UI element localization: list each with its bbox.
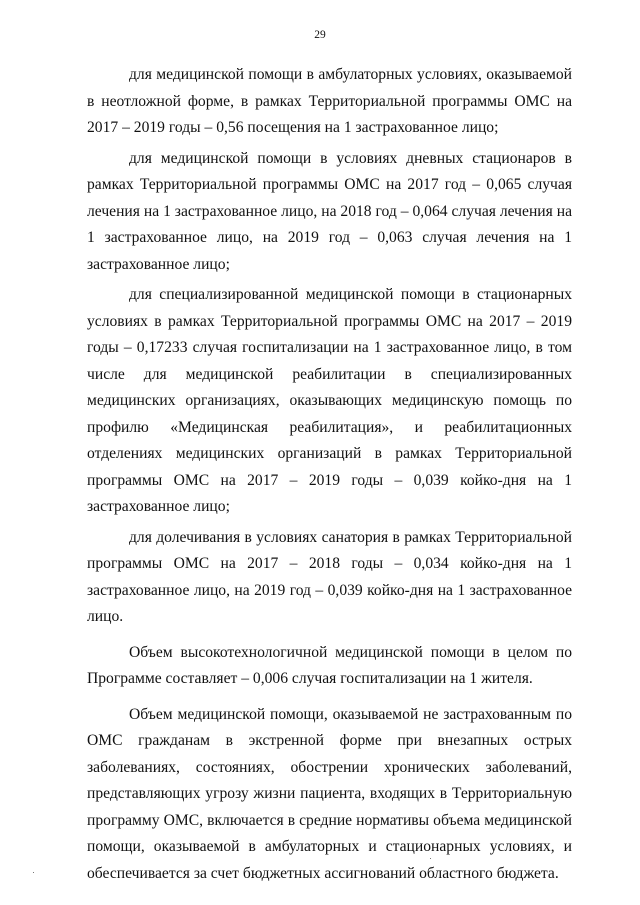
- paragraph-day-hospital: для медицинской помощи в условиях дневных стационаров в рамках Территориальной программы ОМС на 2017 год – 0,065 случая лечения на 1 застрахованное лицо, на 2018 год – 0,064 случая лечения на 1 застрахованное лицо, на 2019 год – 0,063 случая лечения на 1 застрахованное лицо;: [87, 149, 572, 273]
- scan-speck: [33, 872, 34, 873]
- document-body: [87, 62, 572, 887]
- page-number: 29: [314, 29, 326, 41]
- paragraph-ambulatory-urgent: для медицинской помощи в амбулаторных условиях, оказываемой в неотложной форме, в рамках Территориальной программы ОМС на 2017 – 2019 годы – 0,56 посещения на 1 застрахованное лицо;: [87, 66, 572, 136]
- paragraph-specialized-inpatient: для специализированной медицинской помощи в стационарных условиях в рамках Территориальной программы ОМС на 2017 – 2019 годы – 0,17233 случая госпитализации на 1 застрахованное лицо, в том числе для медицинской реабилитации в специализированных медицинских организациях, оказывающих медицинскую помощь по профилю «Медицинская реабилитация», и реабилитационных отделениях медицинских организаций в рамках Территориальной программы ОМС на 2017 – 2019 годы – 0,039 койко-дня на 1 застрахованное лицо;: [87, 286, 572, 515]
- paragraph-uninsured-emergency: Объем медицинской помощи, оказываемой не застрахованным по ОМС гражданам в экстренной форме при внезапных острых заболеваниях, состояниях, обострении хронических заболеваний, представляющих угрозу жизни пациента, входящих в Территориальную программу ОМС, включается в средние нормативы объема медицинской помощи, оказываемой в амбулаторных и стационарных условиях, и обеспечивается за счет бюджетных ассигнований областного бюджета.: [87, 705, 572, 882]
- paragraph-high-tech-care: Объем высокотехнологичной медицинской помощи в целом по Программе составляет – 0,006 случая госпитализации на 1 жителя.: [87, 643, 572, 687]
- paragraph-sanatorium: для долечивания в условиях санатория в рамках Территориальной программы ОМС на 2017 – 2018 годы – 0,034 койко-дня на 1 застрахованное лицо, на 2019 год – 0,039 койко-дня на 1 застрахованное лицо.: [87, 528, 572, 625]
- scan-speck: [430, 858, 431, 859]
